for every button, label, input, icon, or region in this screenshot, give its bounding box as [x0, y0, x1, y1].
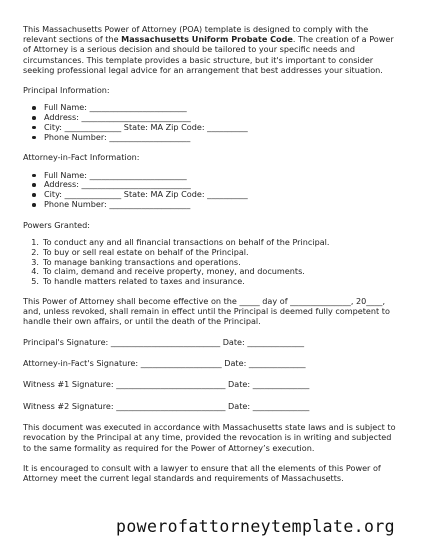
power-item: [23, 277, 401, 287]
intro-text-after: . The creation of a Power of Attorney is a serious decision and should be tailored to your specific needs and circumstances. This template provides a basic structure, but it's important to consider seeking professional legal advice for an arrangement that best addresses your situation.: [23, 34, 394, 75]
attorney-address-field: Address: ___________________________: [44, 180, 401, 190]
power-item-number: 1.: [31, 237, 39, 247]
witness-1-signature-line: Witness #1 Signature: ___________________________ Date: ______________: [23, 379, 310, 390]
attorney-phone-field: Phone Number: ____________________: [44, 200, 401, 210]
principal-signature-line: Principal's Signature: ___________________________ Date: ______________: [23, 336, 304, 347]
attorney-city-state-zip-field: City: ______________ State: MA Zip Code: __________: [44, 190, 401, 200]
document-body: [23, 24, 401, 493]
principal-heading: Principal Information:: [23, 85, 110, 96]
execution-paragraph: This document was executed in accordance with Massachusetts state laws and is subject to revocation by the Principal at any time, provided the revocation is in writing and subjected to the same formality as required for the Power of Attorney’s execution.: [23, 422, 396, 453]
attorney-heading: Attorney-in-Fact Information:: [23, 152, 140, 163]
power-item-number: 5.: [31, 276, 39, 287]
principal-address-field: Address: ___________________________: [44, 113, 401, 123]
attorney-signature-line: Attorney-in-Fact's Signature: ____________________ Date: ______________: [23, 357, 306, 368]
attorney-fields-list: [23, 171, 401, 210]
powers-list: [23, 238, 401, 287]
principal-full-name-field: Full Name: ________________________: [44, 103, 401, 113]
principal-fields-list: [23, 103, 401, 142]
principal-city-state-zip-field: City: ______________ State: MA Zip Code: __________: [44, 123, 401, 133]
consult-lawyer-paragraph: It is encouraged to consult with a lawyer to ensure that all the elements of this Power of Attorney meet the current legal standards and requirements of Massachusetts.: [23, 462, 381, 483]
power-item-number: 3.: [31, 256, 39, 267]
power-item-text: To conduct any and all financial transactions on behalf of the Principal.: [43, 237, 330, 247]
power-item-text: To handle matters related to taxes and insurance.: [43, 276, 245, 287]
power-item-number: 4.: [31, 266, 39, 277]
intro-text-before: This Massachusetts Power of Attorney (POA) template is designed to comply with the relevant sections of the: [23, 24, 369, 45]
intro-paragraph: [23, 24, 401, 75]
effective-date-paragraph: This Power of Attorney shall become effective on the _____ day of _______________, 20____, and, unless revoked, shall remain in effect until the Principal is deemed fully competent to handle their own affairs, or until the death of the Principal.: [23, 295, 390, 327]
power-item-text: To buy or sell real estate on behalf of the Principal.: [43, 246, 249, 257]
site-watermark: powerofattorneytemplate.org: [116, 517, 396, 536]
principal-phone-field: Phone Number: ____________________: [44, 133, 401, 143]
power-item-text: To manage banking transactions and operations.: [43, 256, 241, 267]
attorney-full-name-field: Full Name: ________________________: [44, 171, 401, 181]
witness-2-signature-line: Witness #2 Signature: ___________________________ Date: ______________: [23, 400, 310, 411]
power-item-text: To claim, demand and receive property, money, and documents.: [43, 266, 305, 277]
powers-heading: Powers Granted:: [23, 219, 90, 230]
power-item-number: 2.: [31, 246, 39, 257]
intro-bold-code-name: Massachusetts Uniform Probate Code: [121, 34, 293, 45]
